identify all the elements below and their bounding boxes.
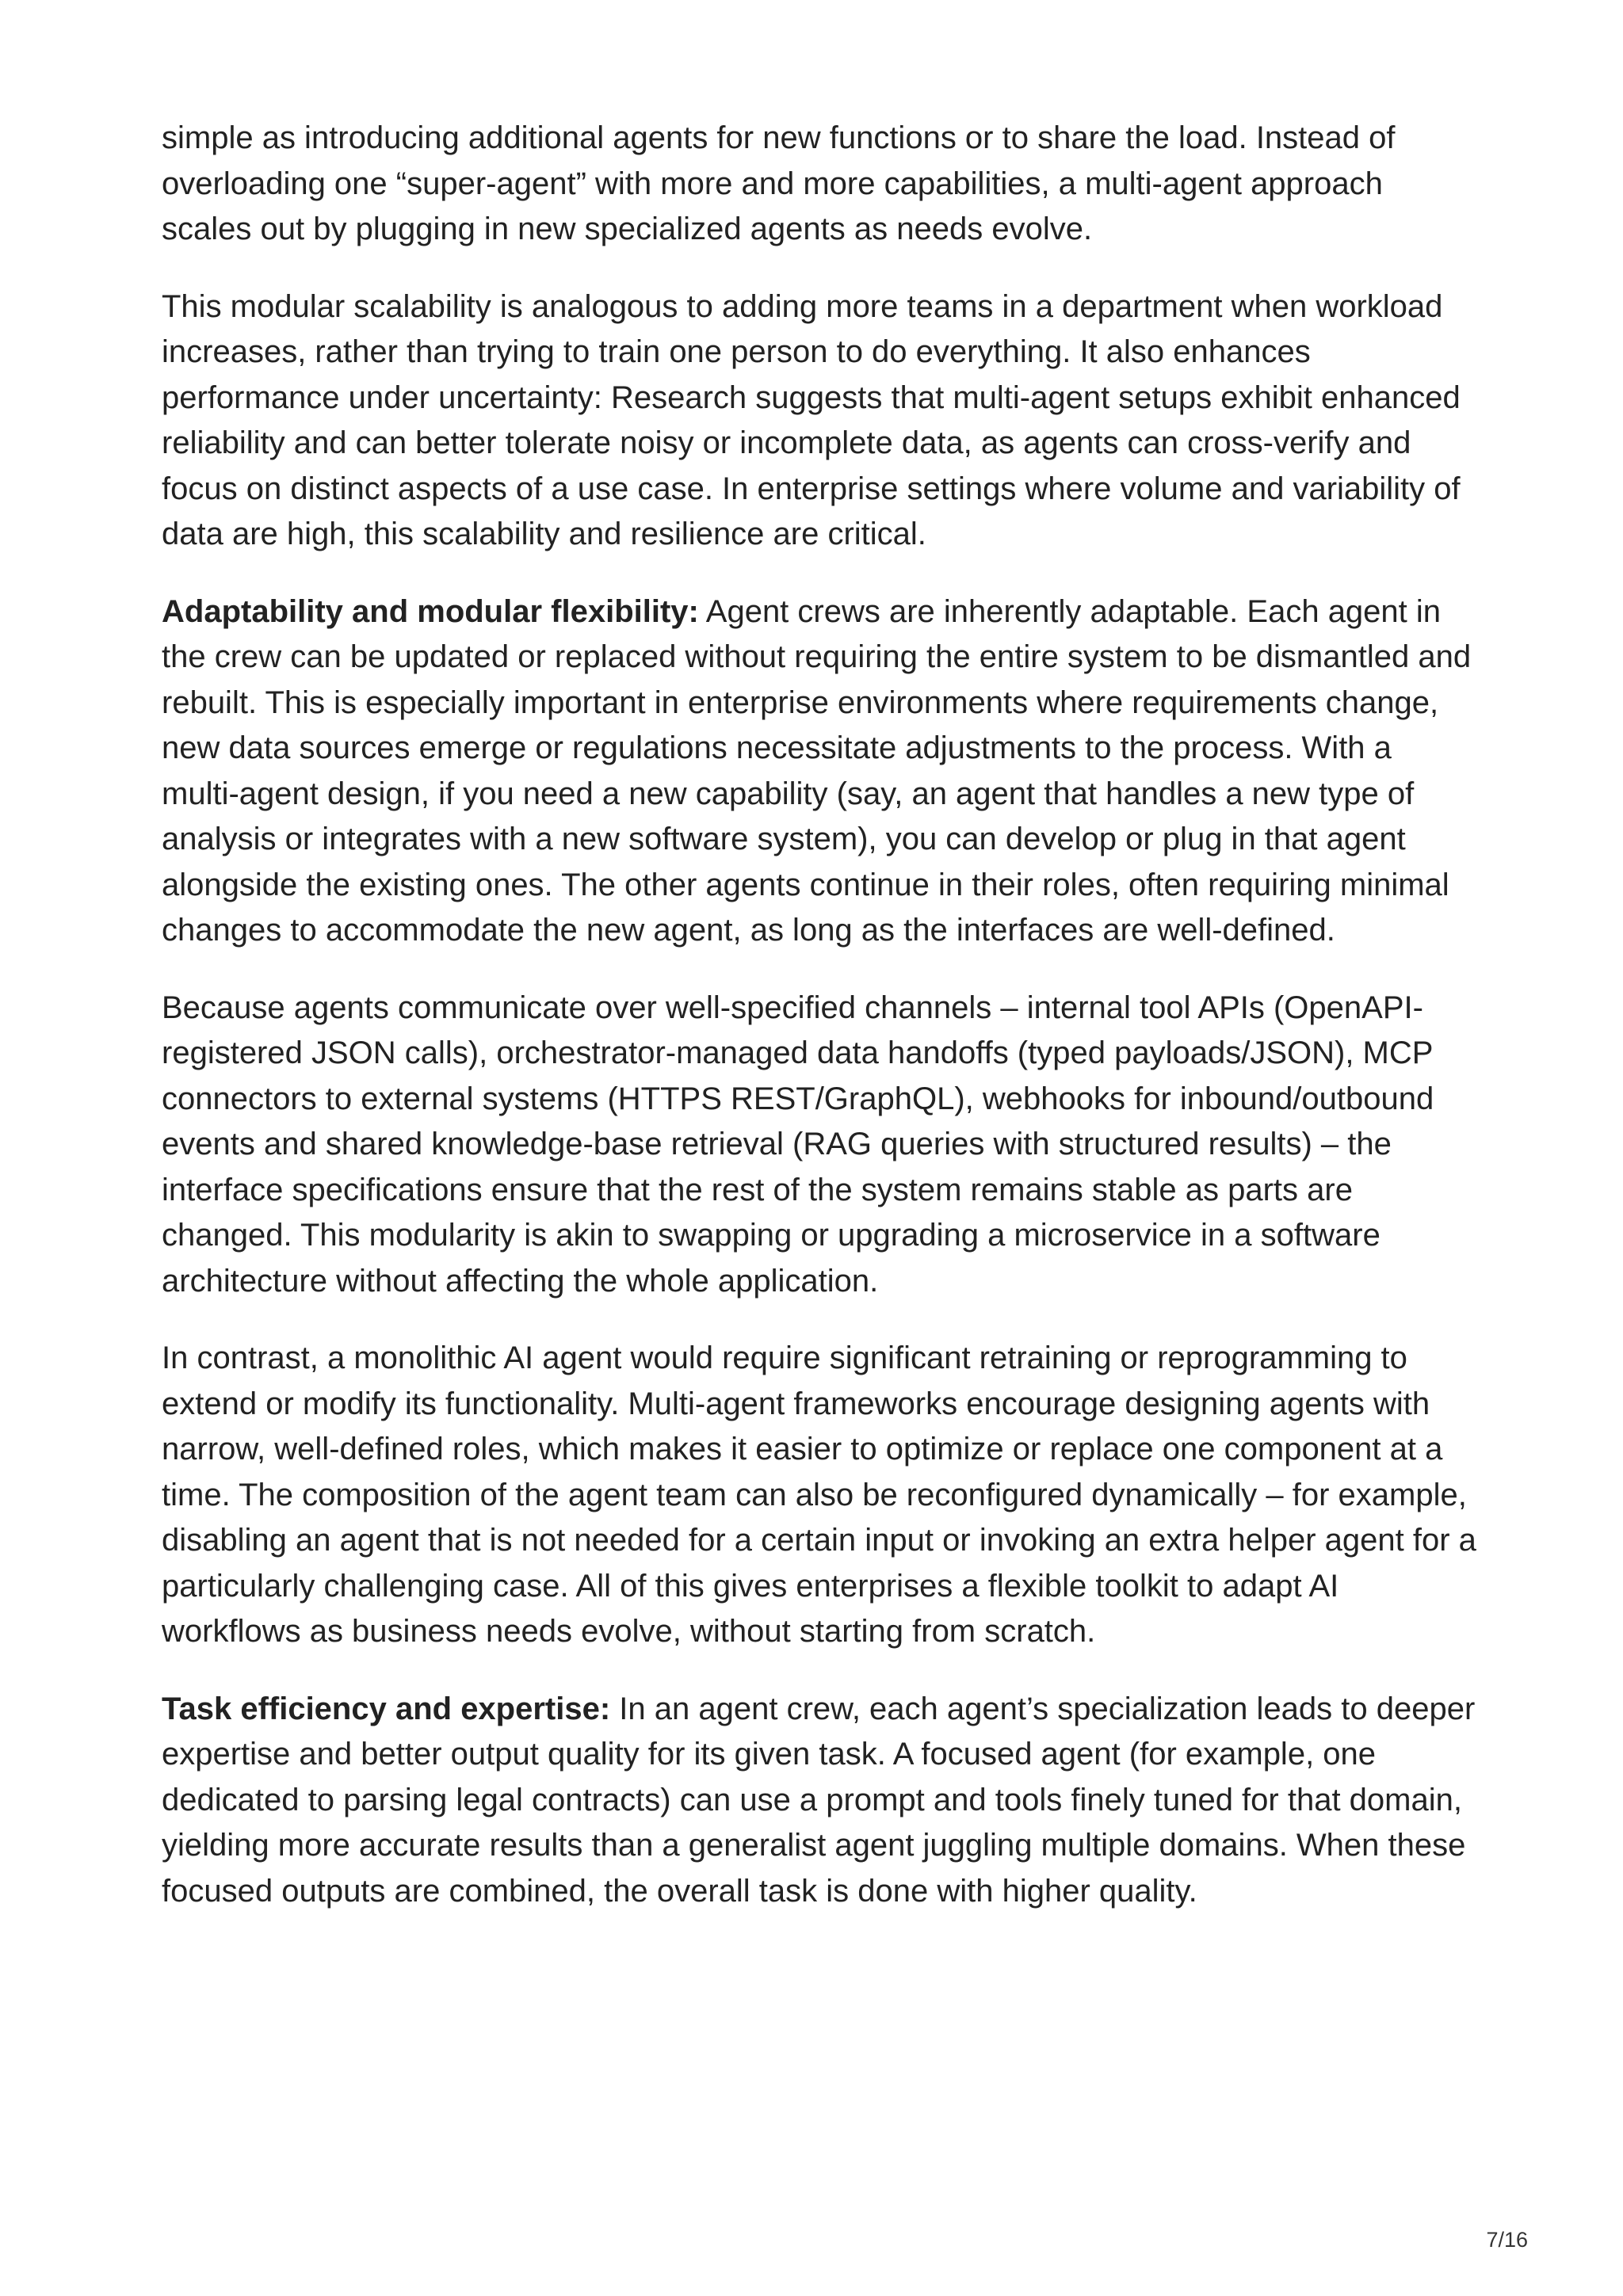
paragraph-text: In an agent crew, each agent’s specialization leads to deeper expertise and better output quality for its given task. A focused agent (for example, one dedicated to parsing legal contracts) can use a prompt and tools finely tuned for that domain, yielding more accurate results than a generalist agent juggling multiple domains. When these focused outputs are combined, the overall task is done with higher quality. xyxy=(162,1691,1476,1909)
paragraph-lead-heading: Task efficiency and expertise: xyxy=(162,1691,611,1726)
paragraph-text: Agent crews are inherently adaptable. Each agent in the crew can be updated or replaced without requiring the entire system to be dismantled and rebuilt. This is especially important in enterprise environments where requirements change, new data sources emerge or regulations necessitate adjustments to the process. With a multi-agent design, if you need a new capability (say, an agent that handles a new type of analysis or integrates with a new software system), you can develop or plug in that agent alongside the existing ones. The other agents continue in their roles, often requiring minimal changes to accommodate the new agent, as long as the interfaces are well-defined. xyxy=(162,593,1472,948)
paragraph-text: simple as introducing additional agents for new functions or to share the load. Instead of overloading one “super-agent” with more and more capabilities, a multi-agent approach scales out by plugging in new specialized agents as needs evolve. xyxy=(162,120,1396,246)
paragraph-modular-scalability xyxy=(162,284,1477,558)
paragraph-text: This modular scalability is analogous to adding more teams in a department when workload increases, rather than trying to train one person to do everything. It also enhances performance under uncertainty: Research suggests that multi-agent setups exhibit enhanced reliability and can better tolerate noisy or incomplete data, as agents can cross-verify and focus on distinct aspects of a use case. In enterprise settings where volume and variability of data are high, this scalability and resilience are critical. xyxy=(162,288,1461,551)
paragraph-communication-channels xyxy=(162,986,1477,1305)
document-body xyxy=(162,116,1477,1946)
paragraph-scaling-intro xyxy=(162,116,1477,253)
paragraph-text: Because agents communicate over well-specified channels – internal tool APIs (OpenAPI-registered JSON calls), orchestrator-managed data handoffs (typed payloads/JSON), MCP connectors to external systems (HTTPS REST/GraphQL), webhooks for inbound/outbound events and shared knowledge-base retrieval (RAG queries with structured results) – the interface specifications ensure that the rest of the system remains stable as parts are changed. This modularity is akin to swapping or upgrading a microservice in a software architecture without affecting the whole application. xyxy=(162,990,1434,1299)
paragraph-lead-heading: Adaptability and modular flexibility: xyxy=(162,593,699,629)
paragraph-text: In contrast, a monolithic AI agent would require significant retraining or reprogramming to extend or modify its functionality. Multi-agent frameworks encourage designing agents with narrow, well-defined roles, which makes it easier to optimize or replace one component at a time. The composition of the agent team can also be reconfigured dynamically – for example, disabling an agent that is not needed for a certain input or invoking an extra helper agent for a particularly challenging case. All of this gives enterprises a flexible toolkit to adapt AI workflows as business needs evolve, without starting from scratch. xyxy=(162,1341,1476,1649)
page-number: 7/16 xyxy=(1486,2228,1528,2252)
paragraph-task-efficiency xyxy=(162,1687,1477,1915)
paragraph-adaptability xyxy=(162,589,1477,954)
paragraph-monolithic-contrast xyxy=(162,1336,1477,1655)
